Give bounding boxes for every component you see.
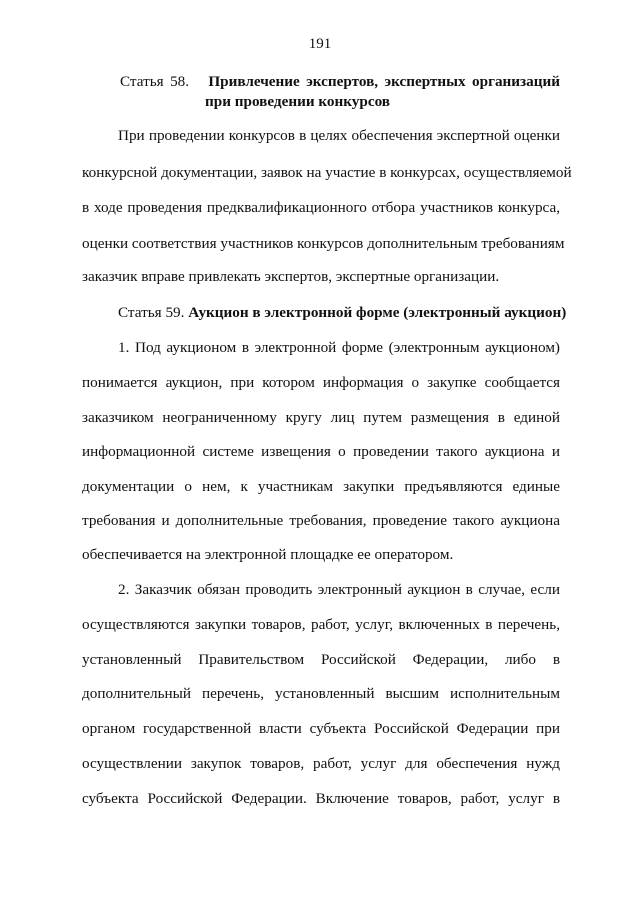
article-59-heading <box>118 303 567 323</box>
article-59-p1-line: информационной системе извещения о проведении такого аукциона и <box>82 443 560 460</box>
article-58-heading-cont <box>205 92 560 112</box>
article-59-p2-line: осуществлении закупок товаров, работ, услуг для обеспечения нужд <box>82 755 560 772</box>
article-59-p2-line: дополнительный перечень, установленный высшим исполнительным <box>82 685 560 702</box>
article-59-p1-line: документации о нем, к участникам закупки предъявляются единые <box>82 478 560 495</box>
article-58-heading <box>120 72 560 92</box>
article-58-line: При проведении конкурсов в целях обеспечения экспертной оценки <box>118 127 560 144</box>
article-59-p1-line: заказчиком неограниченному кругу лиц путем размещения в единой <box>82 409 560 426</box>
article-59-p2-line: субъекта Российской Федерации. Включение товаров, работ, услуг в <box>82 790 560 807</box>
article-59-p1-line: требования и дополнительные требования, проведение такого аукциона <box>82 512 560 529</box>
article-58-line: в ходе проведения предквалификационного отбора участников конкурса, <box>82 199 560 216</box>
article-59-p1-line: обеспечивается на электронной площадке ее оператором. <box>82 546 454 563</box>
article-59-p2-line: осуществляются закупки товаров, работ, услуг, включенных в перечень, <box>82 616 560 633</box>
article-58-line: оценки соответствия участников конкурсов дополнительным требованиям <box>82 235 565 252</box>
article-58-line: конкурсной документации, заявок на участие в конкурсах, осуществляемой <box>82 164 572 181</box>
article-59-p2-line: 2. Заказчик обязан проводить электронный аукцион в случае, если <box>118 581 560 598</box>
page-number: 191 <box>308 36 332 52</box>
article-58-title-line2: при проведении конкурсов <box>205 93 391 110</box>
article-58-label: Статья 58. <box>120 73 190 90</box>
article-59-p1-line: понимается аукцион, при котором информация о закупке сообщается <box>82 374 560 391</box>
article-59-label: Статья 59. <box>118 304 185 321</box>
article-59-title: Аукцион в электронной форме (электронный аукцион) <box>188 304 567 321</box>
article-58-line: заказчик вправе привлекать экспертов, экспертные организации. <box>82 268 500 285</box>
article-59-p2-line: установленный Правительством Российской Федерации, либо в <box>82 651 560 668</box>
article-59-p1-line: 1. Под аукционом в электронной форме (электронным аукционом) <box>118 339 560 356</box>
article-59-p2-line: органом государственной власти субъекта Российской Федерации при <box>82 720 560 737</box>
article-58-title-line1: Привлечение экспертов, экспертных организаций <box>208 73 561 90</box>
